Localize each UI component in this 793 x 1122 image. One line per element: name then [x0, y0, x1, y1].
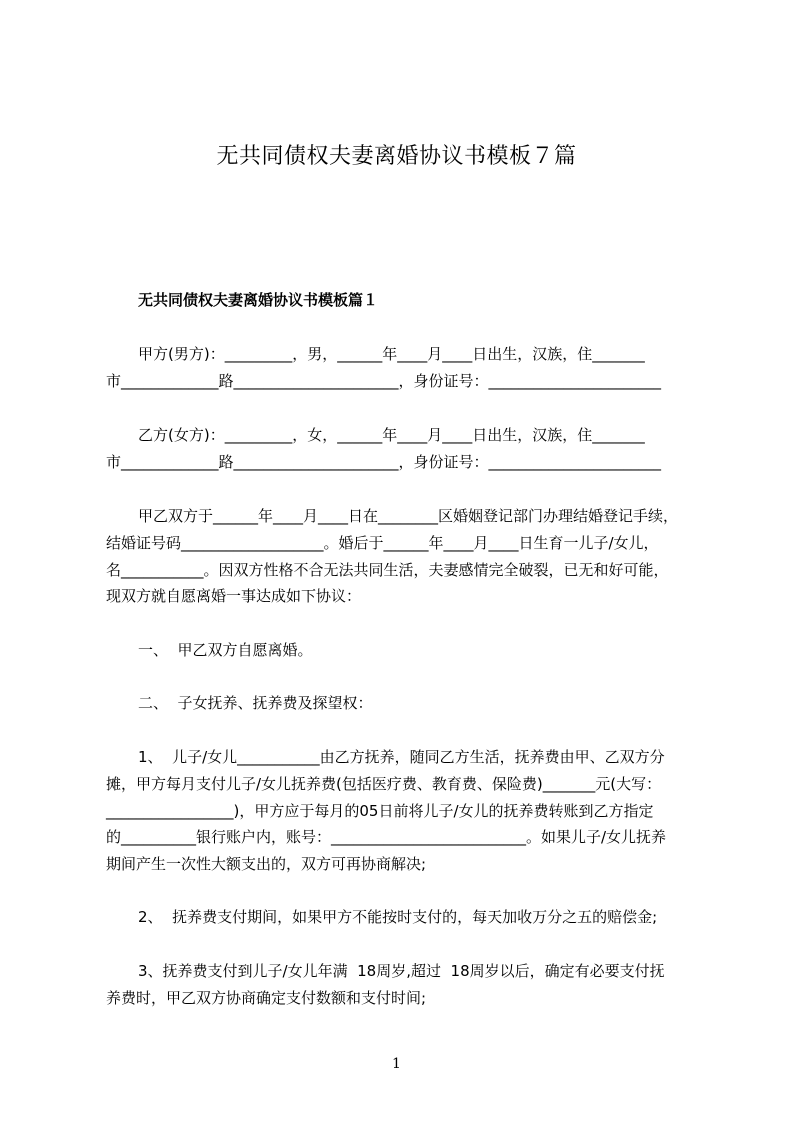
- marriage-info-line-1: 甲乙双方于______年____月____日在________区婚姻登记部门办理结婚登记手续，: [138, 507, 679, 525]
- item-1-line-4: 的__________银行账户内，账号：__________________________。如果儿子/女儿抚养: [106, 828, 667, 846]
- item-1-line-5: 期间产生一次性大额支出的，双方可再协商解决;: [106, 855, 427, 873]
- marriage-info-line-2: 结婚证号码___________________。婚后于______年____月____日生育一儿子/女儿，: [106, 534, 659, 552]
- item-3-line-1: 3、抚养费支付到儿子/女儿年满 18周岁,超过 18周岁以后，确定有必要支付抚: [138, 962, 665, 980]
- party-a-line-1: 甲方(男方)：_________，男，______年____月____日出生，汉族，住_______: [138, 345, 645, 363]
- party-a-line-2: 市_____________路______________________，身份证号：_______________________: [106, 372, 662, 390]
- party-b-line-1: 乙方(女方)：_________，女，______年____月____日出生，汉族，住_______: [138, 426, 645, 444]
- document-title: 无共同债权夫妻离婚协议书模板７篇: [216, 144, 577, 169]
- marriage-info-line-4: 现双方就自愿离婚一事达成如下协议：: [106, 587, 362, 605]
- clause-1: 一、 甲乙双方自愿离婚。: [138, 641, 313, 659]
- item-1-line-3: _________________)，甲方应于每月的05日前将儿子/女儿的抚养费转账到乙方指定: [106, 802, 654, 820]
- page-number: 1: [392, 1056, 401, 1072]
- marriage-info-line-3: 名___________。因双方性格不合无法共同生活，夫妻感情完全破裂，已无和好可能，: [106, 561, 669, 579]
- party-b-line-2: 市_____________路______________________，身份证号：_______________________: [106, 453, 662, 471]
- item-2: 2、 抚养费支付期间，如果甲方不能按时支付的，每天加收万分之五的赔偿金;: [138, 908, 658, 926]
- item-1-line-1: 1、 儿子/女儿___________由乙方抚养，随同乙方生活，抚养费由甲、乙双方分: [138, 748, 665, 766]
- item-3-line-2: 养费时，甲乙双方协商确定支付数额和支付时间;: [106, 989, 427, 1007]
- section-title: 无共同债权夫妻离婚协议书模板篇１: [138, 291, 379, 309]
- clause-2: 二、 子女抚养、抚养费及探望权：: [138, 694, 373, 712]
- item-1-line-2: 摊，甲方每月支付儿子/女儿抚养费(包括医疗费、教育费、保险费)_______元(大写：: [106, 775, 662, 793]
